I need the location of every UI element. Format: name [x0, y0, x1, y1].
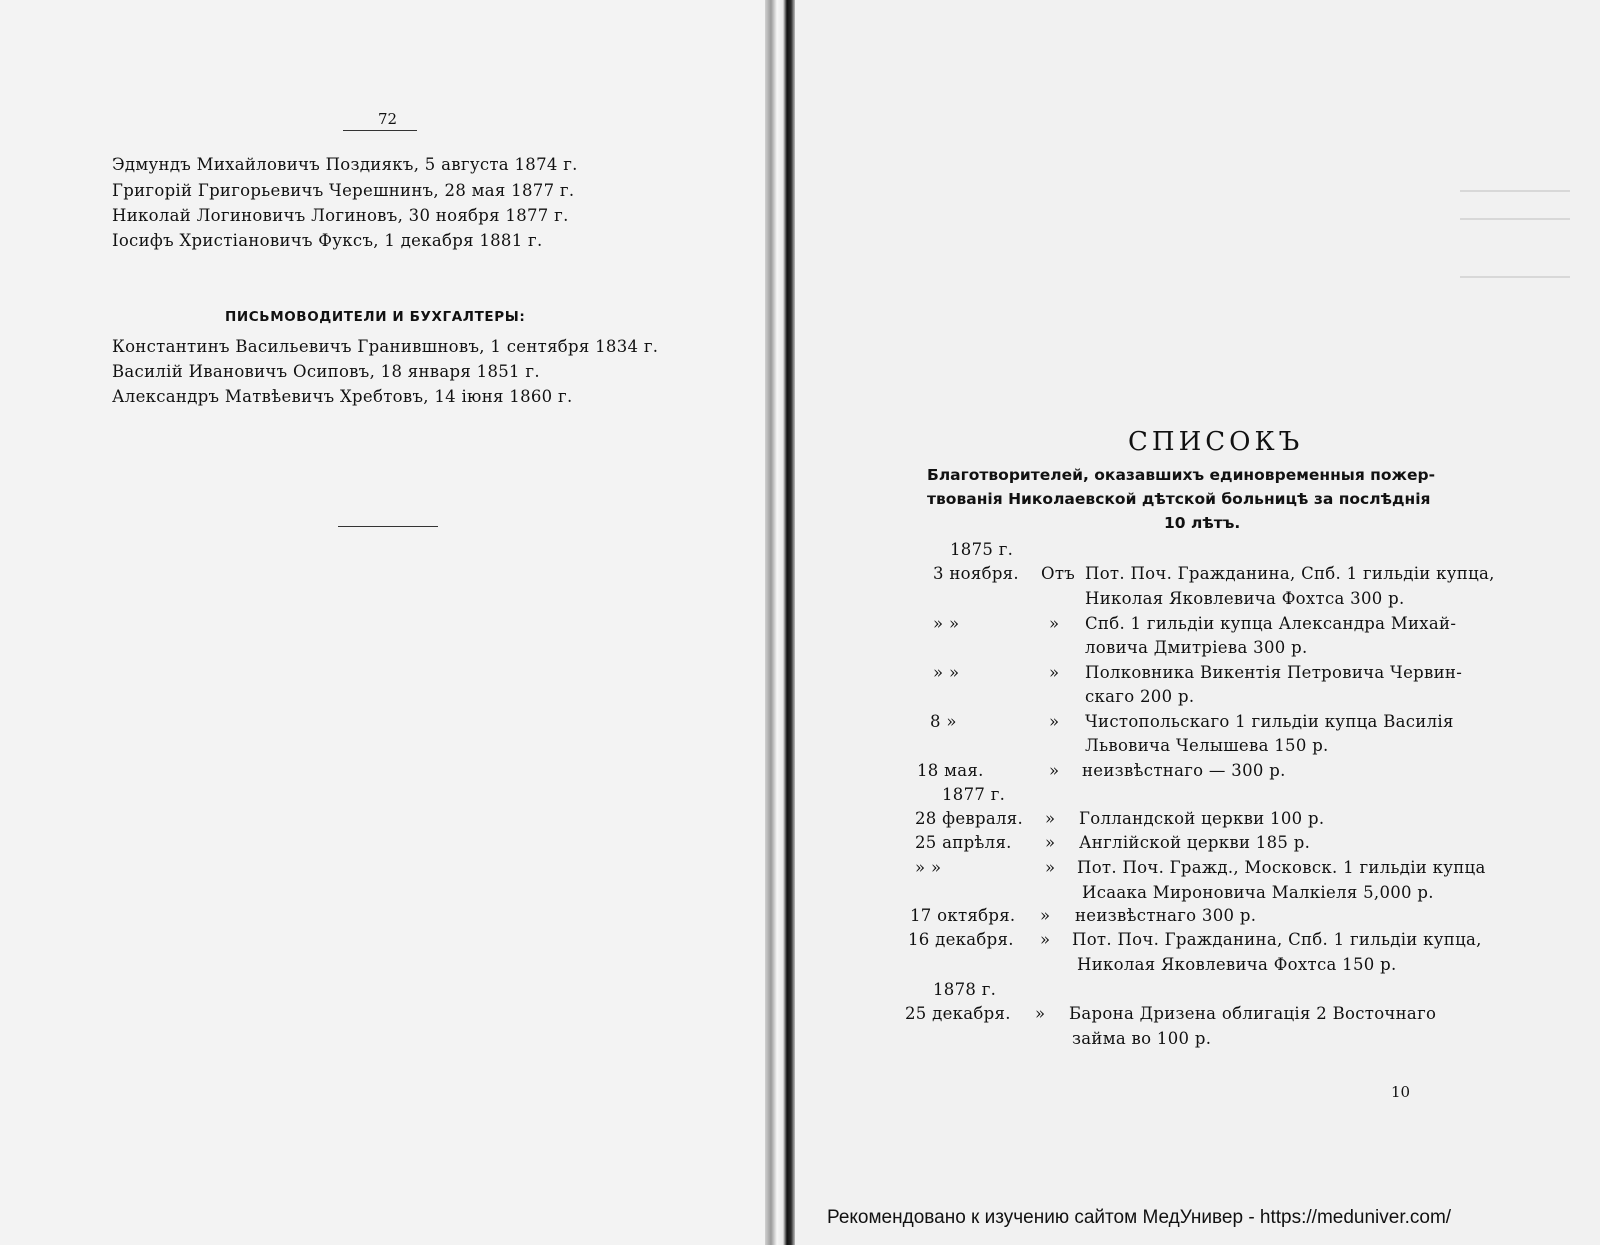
entry-date: » »	[915, 858, 942, 877]
entry-date: 18 мая.	[917, 761, 984, 780]
entry-mark: »	[1045, 809, 1056, 828]
entry-text: Исаака Мироновича Малкіеля 5,000 р.	[1082, 883, 1434, 902]
entry-text: скаго 200 р.	[1085, 687, 1195, 706]
year-heading: 1875 г.	[950, 540, 1014, 559]
entry-text: Чистопольскаго 1 гильдіи купца Василія	[1085, 712, 1454, 731]
entry-text: Голландской церкви 100 р.	[1079, 809, 1325, 828]
staff-entry: Іосифъ Христіановичъ Фуксъ, 1 декабря 1881 г.	[112, 231, 543, 250]
entry-text: займа во 100 р.	[1072, 1029, 1212, 1048]
entry-mark: »	[1049, 761, 1060, 780]
entry-mark: »	[1035, 1004, 1046, 1023]
entry-text: ловича Дмитріева 300 р.	[1085, 638, 1308, 657]
entry-date: 25 декабря.	[905, 1004, 1011, 1023]
entry-text: Англійской церкви 185 р.	[1079, 833, 1311, 852]
entry-mark: »	[1040, 906, 1051, 925]
bleed-through-mark	[1460, 190, 1570, 192]
entry-text: Николая Яковлевича Фохтса 150 р.	[1077, 955, 1397, 974]
entry-date: 28 февраля.	[915, 809, 1024, 828]
entry-text: неизвѣстнаго — 300 р.	[1082, 761, 1286, 780]
entry-text: Барона Дризена облигація 2 Восточнаго	[1069, 1004, 1437, 1023]
entry-text: Спб. 1 гильдіи купца Александра Михай-	[1085, 614, 1457, 633]
entry-mark: »	[1049, 614, 1060, 633]
staff-entry: Эдмундъ Михайловичъ Поздиякъ, 5 августа 1874 г.	[112, 155, 578, 174]
entry-mark: »	[1040, 930, 1051, 949]
clerk-entry: Василій Ивановичъ Осиповъ, 18 января 1851 г.	[112, 362, 540, 381]
page-number: 72	[378, 110, 398, 128]
subtitle-line: твованія Николаевской дѣтской больницѣ за послѣднія	[927, 490, 1431, 508]
bleed-through-mark	[1460, 218, 1570, 220]
entry-date: 8 »	[930, 712, 957, 731]
entry-text: Николая Яковлевича Фохтса 300 р.	[1085, 589, 1405, 608]
entry-mark: »	[1045, 858, 1056, 877]
end-rule	[338, 526, 438, 527]
staff-entry: Николай Логиновичъ Логиновъ, 30 ноября 1877 г.	[112, 206, 569, 225]
entry-mark: Отъ	[1041, 564, 1076, 583]
book-spine	[765, 0, 795, 1245]
entry-mark: »	[1049, 712, 1060, 731]
clerk-entry: Константинъ Васильевичъ Гранившновъ, 1 сентября 1834 г.	[112, 337, 659, 356]
entry-mark: »	[1045, 833, 1056, 852]
entry-date: 16 декабря.	[908, 930, 1014, 949]
bleed-through-mark	[1460, 276, 1570, 278]
year-heading: 1878 г.	[933, 980, 997, 999]
subtitle-line: 10 лѣтъ.	[1164, 514, 1241, 532]
staff-entry: Григорій Григорьевичъ Черешнинъ, 28 мая 1877 г.	[112, 181, 575, 200]
entry-date: 3 ноября.	[933, 564, 1019, 583]
entry-mark: »	[1049, 663, 1060, 682]
entry-text: Полковника Викентія Петровича Червин-	[1085, 663, 1463, 682]
section-heading: ПИСЬМОВОДИТЕЛИ И БУХГАЛТЕРЫ:	[225, 309, 526, 325]
right-page	[795, 0, 1600, 1245]
document-title: СПИСОКЪ	[1128, 427, 1304, 457]
entry-date: » »	[933, 663, 960, 682]
subtitle-line: Благотворителей, оказавшихъ единовременныя пожер-	[927, 466, 1435, 484]
left-page	[0, 0, 765, 1245]
entry-date: 17 октября.	[910, 906, 1016, 925]
page-number-rule	[343, 130, 417, 131]
entry-text: Пот. Поч. Гражданина, Спб. 1 гильдіи купца,	[1085, 564, 1495, 583]
signature-mark: 10	[1391, 1083, 1411, 1101]
footer-recommendation: Рекомендовано к изучению сайтом МедУнивер - https://meduniver.com/	[827, 1207, 1452, 1228]
entry-text: неизвѣстнаго 300 р.	[1075, 906, 1257, 925]
year-heading: 1877 г.	[942, 785, 1006, 804]
entry-date: 25 апрѣля.	[915, 833, 1012, 852]
entry-date: » »	[933, 614, 960, 633]
entry-text: Пот. Поч. Гражд., Московск. 1 гильдіи купца	[1077, 858, 1486, 877]
entry-text: Пот. Поч. Гражданина, Спб. 1 гильдіи купца,	[1072, 930, 1482, 949]
clerk-entry: Александръ Матвѣевичъ Хребтовъ, 14 іюня 1860 г.	[112, 387, 573, 406]
entry-text: Львовича Челышева 150 р.	[1085, 736, 1329, 755]
